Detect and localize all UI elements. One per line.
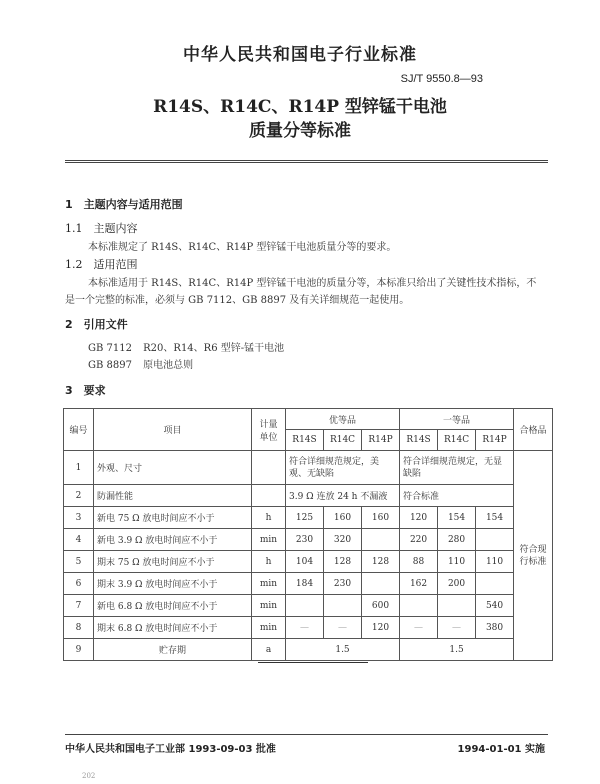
- row-no: 2: [64, 485, 94, 507]
- cell: 104: [286, 551, 324, 573]
- cell: 110: [476, 551, 514, 573]
- document-subtitle: 质量分等标准: [249, 121, 351, 141]
- section-1-heading: 1 主题内容与适用范围: [65, 198, 183, 211]
- table-row: [64, 451, 553, 485]
- reference-code: GB 7112: [88, 343, 132, 354]
- cell: [324, 595, 362, 617]
- row-item: 期末 75 Ω 放电时间应不小于: [94, 551, 252, 573]
- cell: —: [438, 617, 476, 639]
- cell: 380: [476, 617, 514, 639]
- org-header: 中华人民共和国电子行业标准: [183, 45, 417, 65]
- cell: 120: [362, 617, 400, 639]
- row-excellent: 3.9 Ω 连放 24 h 不漏液: [286, 485, 400, 507]
- row-no: 3: [64, 507, 94, 529]
- cell: 230: [286, 529, 324, 551]
- row-unit: a: [252, 639, 286, 661]
- reference-title: R20、R14、R6 型锌-锰干电池: [143, 343, 285, 354]
- header-type: R14C: [438, 430, 476, 451]
- row-unit: [252, 451, 286, 485]
- standard-number: SJ/T 9550.8—93: [400, 73, 483, 85]
- row-item: 期末 3.9 Ω 放电时间应不小于: [94, 573, 252, 595]
- row-no: 4: [64, 529, 94, 551]
- qualified-note: 符合现行标准: [514, 451, 553, 661]
- row-item: 新电 75 Ω 放电时间应不小于: [94, 507, 252, 529]
- row-item: 外观、尺寸: [94, 451, 252, 485]
- cell: 120: [400, 507, 438, 529]
- section-1-1-text: 本标准规定了 R14S、R14C、R14P 型锌锰干电池质量分等的要求。: [88, 242, 397, 253]
- cell: [476, 529, 514, 551]
- section-3-heading: 3 要求: [65, 384, 106, 397]
- cell: 220: [400, 529, 438, 551]
- header-grade-first: 一等品: [400, 409, 514, 430]
- section-1-1-heading: 1.1 主题内容: [65, 222, 138, 235]
- cell: 128: [362, 551, 400, 573]
- cell: —: [324, 617, 362, 639]
- header-type: R14S: [286, 430, 324, 451]
- row-unit: [252, 485, 286, 507]
- table-header-row: [64, 409, 553, 430]
- table-row: [64, 485, 553, 507]
- table-row: [64, 573, 553, 595]
- row-item: 新电 6.8 Ω 放电时间应不小于: [94, 595, 252, 617]
- section-2-heading: 2 引用文件: [65, 318, 128, 331]
- section-1-2-heading: 1.2 适用范围: [65, 258, 138, 271]
- cell: 110: [438, 551, 476, 573]
- header-type: R14P: [362, 430, 400, 451]
- cell: 88: [400, 551, 438, 573]
- reference-item: [88, 339, 284, 354]
- cell: —: [286, 617, 324, 639]
- row-item: 防漏性能: [94, 485, 252, 507]
- cell: 230: [324, 573, 362, 595]
- row-excellent: 1.5: [286, 639, 400, 661]
- cell: 162: [400, 573, 438, 595]
- header-divider: [65, 160, 548, 163]
- section-1-2-text-line1: 本标准适用于 R14S、R14C、R14P 型锌锰干电池的质量分等，本标准只给出了关键性技术指标，不: [88, 278, 537, 289]
- header-item: 项目: [94, 409, 252, 451]
- cell: 280: [438, 529, 476, 551]
- header-no: 编号: [64, 409, 94, 451]
- row-first: 符合详细规范规定，无显缺陷: [400, 451, 514, 485]
- cell: 184: [286, 573, 324, 595]
- cell: [362, 573, 400, 595]
- table-row: [64, 551, 553, 573]
- cell: 160: [324, 507, 362, 529]
- row-first: 1.5: [400, 639, 514, 661]
- row-no: 1: [64, 451, 94, 485]
- approval-line: 中华人民共和国电子工业部 1993-09-03 批准: [65, 744, 276, 755]
- row-item: 新电 3.9 Ω 放电时间应不小于: [94, 529, 252, 551]
- implementation-date: 1994-01-01 实施: [457, 744, 545, 755]
- reference-title: 原电池总则: [143, 360, 194, 371]
- row-excellent: 符合详细规范规定，美观、无缺陷: [286, 451, 400, 485]
- row-item: 期末 6.8 Ω 放电时间应不小于: [94, 617, 252, 639]
- table-row: [64, 639, 553, 661]
- row-unit: min: [252, 617, 286, 639]
- cell: 154: [476, 507, 514, 529]
- cell: 154: [438, 507, 476, 529]
- row-unit: min: [252, 595, 286, 617]
- header-type: R14S: [400, 430, 438, 451]
- row-no: 6: [64, 573, 94, 595]
- row-first: 符合标准: [400, 485, 514, 507]
- row-unit: h: [252, 551, 286, 573]
- reference-item: [88, 356, 193, 371]
- row-unit: min: [252, 573, 286, 595]
- row-no: 9: [64, 639, 94, 661]
- table-row: [64, 529, 553, 551]
- cell: [400, 595, 438, 617]
- cell: 128: [324, 551, 362, 573]
- header-type: R14P: [476, 430, 514, 451]
- header-grade-qualified: 合格品: [514, 409, 553, 451]
- cell: 125: [286, 507, 324, 529]
- cell: 540: [476, 595, 514, 617]
- section-1-2-text-line2: 是一个完整的标准，必须与 GB 7112、GB 8897 及有关详细规范一起使用。: [65, 295, 410, 306]
- cell: 160: [362, 507, 400, 529]
- header-type: R14C: [324, 430, 362, 451]
- cell: [476, 573, 514, 595]
- cell: [362, 529, 400, 551]
- table-row: [64, 507, 553, 529]
- requirements-table: [63, 408, 553, 661]
- row-item: 贮存期: [94, 639, 252, 661]
- table-row: [64, 595, 553, 617]
- reference-code: GB 8897: [88, 360, 132, 371]
- row-no: 8: [64, 617, 94, 639]
- cell: [438, 595, 476, 617]
- cell: 200: [438, 573, 476, 595]
- cell: 320: [324, 529, 362, 551]
- row-unit: min: [252, 529, 286, 551]
- cell: [286, 595, 324, 617]
- cell: 600: [362, 595, 400, 617]
- footer-divider: [65, 734, 548, 735]
- cell: —: [400, 617, 438, 639]
- row-no: 5: [64, 551, 94, 573]
- row-unit: h: [252, 507, 286, 529]
- page-number: 202: [82, 772, 96, 780]
- header-unit: 计量 单位: [252, 409, 286, 451]
- row-no: 7: [64, 595, 94, 617]
- document-title: R14S、R14C、R14P 型锌锰干电池: [153, 97, 447, 117]
- table-row: [64, 617, 553, 639]
- header-grade-excellent: 优等品: [286, 409, 400, 430]
- end-divider: [258, 662, 368, 663]
